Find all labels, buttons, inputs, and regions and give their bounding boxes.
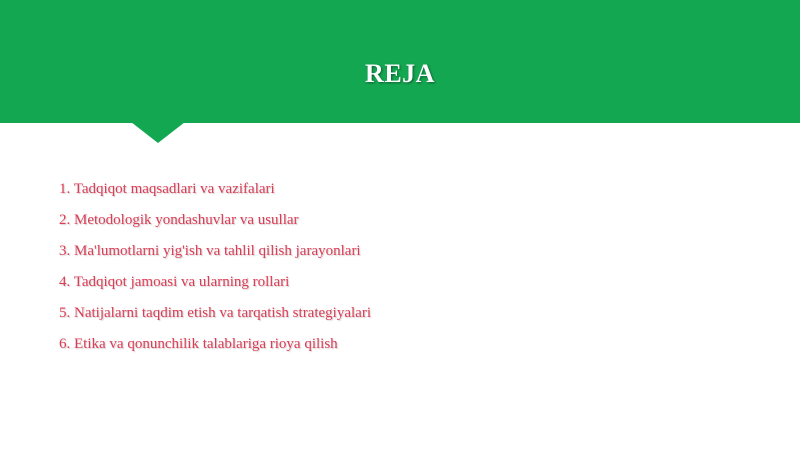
- slide-title: REJA: [365, 59, 435, 88]
- item-text: Etika va qonunchilik talablariga rioya qilish: [74, 336, 338, 352]
- list-item: [59, 331, 371, 362]
- item-number: 6.: [59, 336, 71, 352]
- list-item: [59, 300, 371, 331]
- list-item: [59, 207, 371, 238]
- list-item: [59, 269, 371, 300]
- item-text: Metodologik yondashuvlar va usullar: [74, 212, 299, 228]
- item-number: 4.: [59, 274, 71, 290]
- plan-list: [59, 176, 371, 362]
- item-number: 1.: [59, 181, 71, 197]
- list-item: [59, 176, 371, 207]
- item-text: Tadqiqot maqsadlari va vazifalari: [73, 181, 275, 197]
- item-text: Tadqiqot jamoasi va ularning rollari: [73, 274, 290, 290]
- item-text: Natijalarni taqdim etish va tarqatish strategiyalari: [74, 305, 371, 321]
- header-notch-pointer: [131, 122, 185, 143]
- list-item: [59, 238, 371, 269]
- item-text: Ma'lumotlarni yig'ish va tahlil qilish jarayonlari: [74, 243, 361, 259]
- item-number: 2.: [59, 212, 71, 228]
- item-number: 3.: [59, 243, 71, 259]
- item-number: 5.: [59, 305, 71, 321]
